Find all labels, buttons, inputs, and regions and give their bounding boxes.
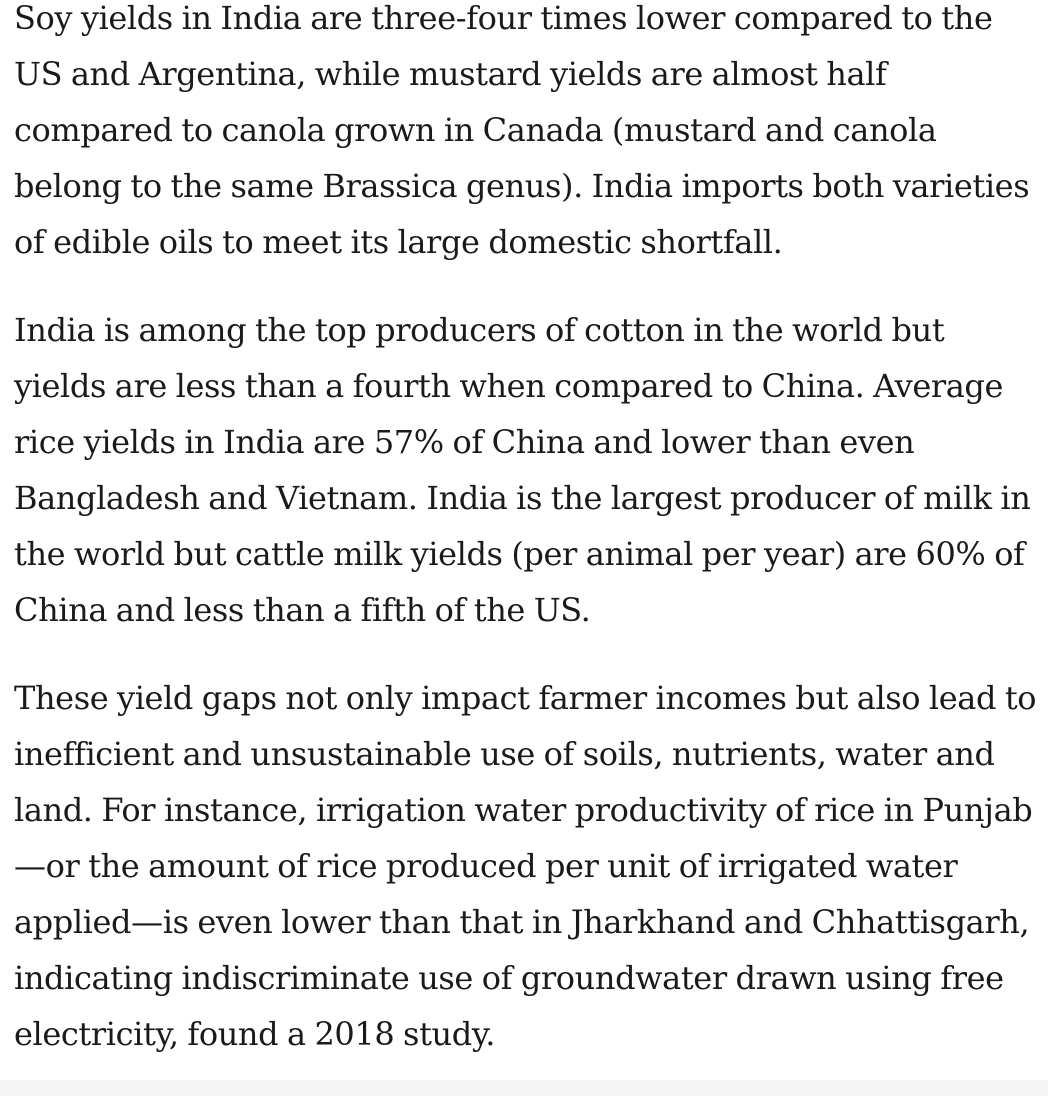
article-body [14, 0, 1040, 1094]
paragraph-oilseed-yields: Soy yields in India are three-four times lower compared to the US and Argentina, while mustard yields are almost half compared to canola grown in Canada (mustard and canola belong to the same Brassica genus). India imports both varieties of edible oils to meet its large domestic shortfall. [14, 0, 1030, 261]
paragraph-cotton-rice-milk-yields: India is among the top producers of cotton in the world but yields are less than a fourth when compared to China. Average rice yields in India are 57% of China and lower than even Bangladesh and Vietnam. India is the largest producer of milk in the world but cattle milk yields (per animal per year) are 60% of China and less than a fifth of the US. [14, 311, 1031, 629]
paragraph-yield-gaps-impact: These yield gaps not only impact farmer incomes but also lead to inefficient and unsustainable use of soils, nutrients, water and land. For instance, irrigation water productivity of rice in Punjab—or the amount of rice produced per unit of irrigated water applied—is even lower than that in Jharkhand and Chhattisgarh, indicating indiscriminate use of groundwater drawn using free electricity, found a 2018 study. [14, 679, 1037, 1053]
bottom-divider-strip [0, 1080, 1048, 1096]
